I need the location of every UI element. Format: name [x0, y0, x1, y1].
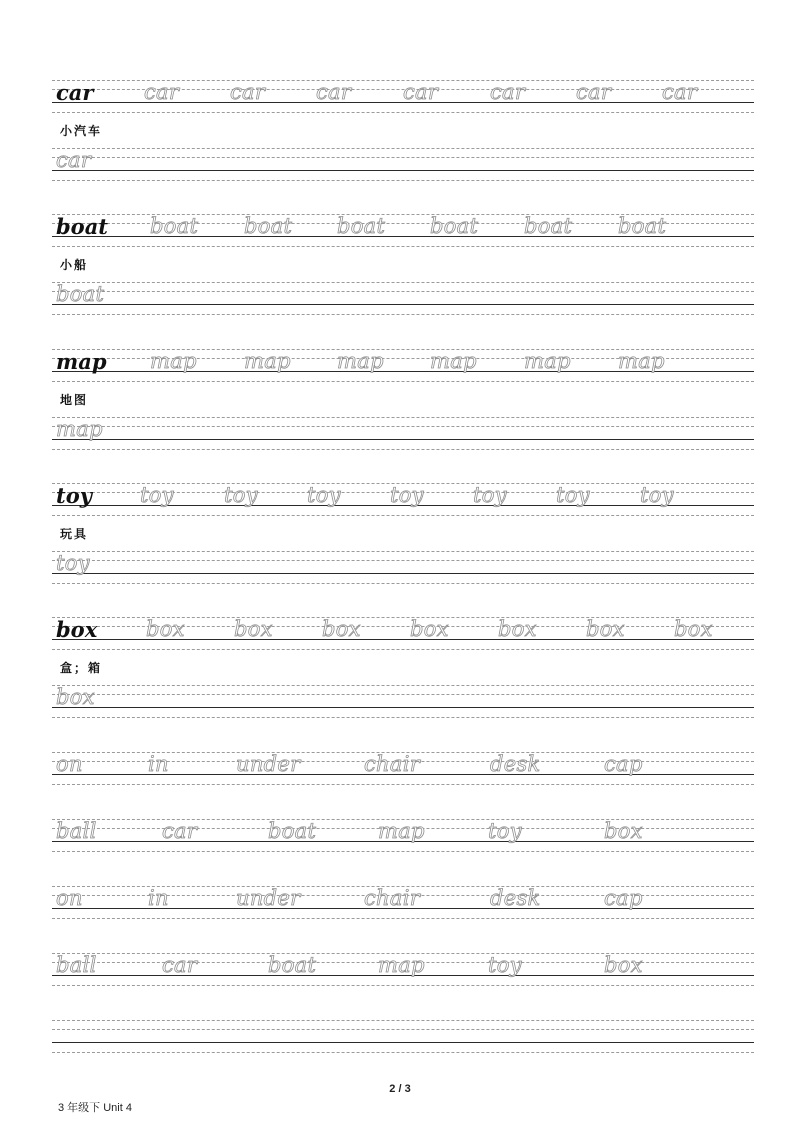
trace-word: boat — [618, 214, 667, 238]
practice-staff-box[interactable] — [52, 685, 754, 713]
practice-trace-word: toy — [56, 551, 90, 575]
review-word: in — [148, 752, 169, 776]
review-word: on — [56, 886, 83, 910]
review-staff — [52, 953, 754, 981]
review-word: in — [148, 886, 169, 910]
page-number: 2 / 3 — [389, 1083, 411, 1095]
review-word: under — [236, 886, 301, 910]
review-word: chair — [364, 886, 421, 910]
review-word: toy — [488, 819, 522, 843]
review-word: on — [56, 752, 83, 776]
review-word: boat — [268, 819, 317, 843]
trace-word: map — [244, 349, 291, 373]
model-word: boat — [56, 214, 108, 239]
review-word: car — [162, 953, 198, 977]
trace-word: car — [662, 80, 698, 104]
trace-word: car — [403, 80, 439, 104]
model-word: car — [56, 80, 94, 105]
chinese-meaning: 玩具 — [60, 527, 89, 541]
review-staff — [52, 752, 754, 780]
model-word: toy — [56, 483, 92, 508]
trace-word: toy — [307, 483, 341, 507]
trace-word: toy — [390, 483, 424, 507]
practice-trace-word: box — [56, 685, 95, 709]
review-word: desk — [490, 886, 541, 910]
trace-word: box — [234, 617, 273, 641]
trace-word: box — [322, 617, 361, 641]
review-word: map — [378, 819, 425, 843]
model-word: box — [56, 617, 98, 642]
chinese-meaning: 盒；箱 — [60, 661, 103, 675]
trace-word: boat — [337, 214, 386, 238]
review-word: toy — [488, 953, 522, 977]
trace-word: map — [337, 349, 384, 373]
writing-staff-toy — [52, 483, 754, 511]
chinese-meaning: 小汽车 — [60, 124, 103, 138]
review-staff — [52, 886, 754, 914]
trace-word: box — [498, 617, 537, 641]
trace-word: boat — [430, 214, 479, 238]
writing-staff-box — [52, 617, 754, 645]
trace-word: map — [618, 349, 665, 373]
review-word: under — [236, 752, 301, 776]
review-staff — [52, 819, 754, 847]
trace-word: boat — [524, 214, 573, 238]
review-word: map — [378, 953, 425, 977]
trace-word: map — [524, 349, 571, 373]
trace-word: box — [146, 617, 185, 641]
review-word: cap — [604, 752, 643, 776]
practice-staff-toy[interactable] — [52, 551, 754, 579]
trace-word: toy — [473, 483, 507, 507]
trace-word: car — [230, 80, 266, 104]
trace-word: toy — [640, 483, 674, 507]
review-word: box — [604, 953, 643, 977]
review-word: cap — [604, 886, 643, 910]
chinese-meaning: 小船 — [60, 258, 89, 272]
practice-trace-word: boat — [56, 282, 105, 306]
chinese-meaning: 地图 — [60, 393, 89, 407]
review-word: ball — [56, 819, 97, 843]
trace-word: box — [674, 617, 713, 641]
review-word: car — [162, 819, 198, 843]
writing-staff-map — [52, 349, 754, 377]
trace-word: toy — [556, 483, 590, 507]
review-word: desk — [490, 752, 541, 776]
model-word: map — [56, 349, 107, 374]
trace-word: car — [576, 80, 612, 104]
practice-trace-word: car — [56, 148, 92, 172]
trace-word: boat — [244, 214, 293, 238]
review-word: boat — [268, 953, 317, 977]
trace-word: car — [144, 80, 180, 104]
writing-staff-boat — [52, 214, 754, 242]
trace-word: box — [410, 617, 449, 641]
footer-label: 3 年级下 Unit 4 — [58, 1102, 132, 1114]
trace-word: map — [430, 349, 477, 373]
practice-staff-car[interactable] — [52, 148, 754, 176]
writing-staff-car — [52, 80, 754, 108]
trace-word: toy — [224, 483, 258, 507]
blank-staff[interactable] — [52, 1020, 754, 1048]
review-word: chair — [364, 752, 421, 776]
review-word: box — [604, 819, 643, 843]
practice-trace-word: map — [56, 417, 103, 441]
practice-staff-boat[interactable] — [52, 282, 754, 310]
trace-word: boat — [150, 214, 199, 238]
review-word: ball — [56, 953, 97, 977]
trace-word: car — [316, 80, 352, 104]
trace-word: car — [490, 80, 526, 104]
trace-word: box — [586, 617, 625, 641]
practice-staff-map[interactable] — [52, 417, 754, 445]
trace-word: toy — [140, 483, 174, 507]
trace-word: map — [150, 349, 197, 373]
